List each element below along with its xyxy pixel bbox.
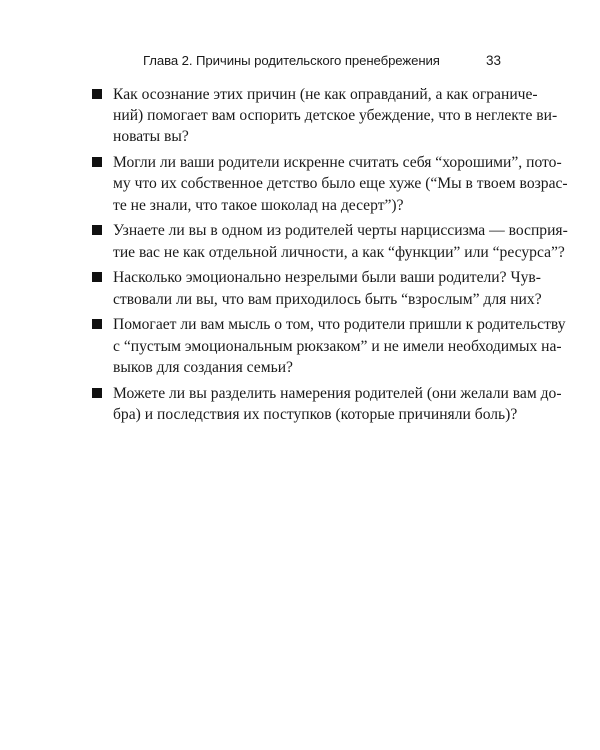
question-line: новаты вы? — [113, 128, 189, 146]
question-item — [91, 267, 542, 309]
question-line: Могли ли ваши родители искренне считать себя “хорошими”, пото- — [113, 154, 562, 172]
question-line: с “пустым эмоциональным рюкзаком” и не имели необходимых на- — [113, 337, 562, 355]
question-line: ствовали ли вы, что вам приходилось быть “взрослым” для них? — [113, 290, 542, 308]
question-list — [91, 84, 568, 430]
chapter-title: Глава 2. Причины родительского пренебрежения — [143, 53, 440, 68]
question-line: му что их собственное детство было еще хуже (“Мы в твоем возрас- — [113, 175, 568, 193]
page-number: 33 — [485, 53, 501, 68]
question-line: Как осознание этих причин (не как оправданий, а как ограниче- — [113, 86, 538, 103]
question-line: те не знали, что такое шоколад на десерт”)? — [113, 196, 404, 214]
square-bullet-icon — [92, 89, 102, 99]
question-line: Насколько эмоционально незрелыми были ваши родители? Чув- — [113, 269, 541, 287]
question-line: ний) помогает вам оспорить детское убеждение, что в неглекте ви- — [113, 107, 558, 125]
question-item — [91, 152, 568, 216]
running-head — [0, 53, 600, 73]
question-line: выков для создания семьи? — [113, 358, 293, 376]
square-bullet-icon — [92, 319, 102, 329]
square-bullet-icon — [92, 157, 102, 167]
square-bullet-icon — [92, 272, 102, 282]
question-item — [91, 220, 568, 262]
question-item — [91, 383, 562, 425]
question-line: Помогает ли вам мысль о том, что родители пришли к родительству — [113, 316, 566, 334]
question-line: тие вас не как отдельной личности, а как “функции” или “ресурса”? — [113, 243, 565, 261]
question-item — [91, 314, 566, 378]
question-line: Можете ли вы разделить намерения родителей (они желали вам до- — [113, 384, 562, 402]
square-bullet-icon — [92, 225, 102, 235]
question-line: бра) и последствия их поступков (которые причиняли боль)? — [113, 405, 518, 423]
question-item — [91, 84, 558, 148]
question-line: Узнаете ли вы в одном из родителей черты нарциссизма — восприя- — [113, 222, 568, 240]
square-bullet-icon — [92, 388, 102, 398]
